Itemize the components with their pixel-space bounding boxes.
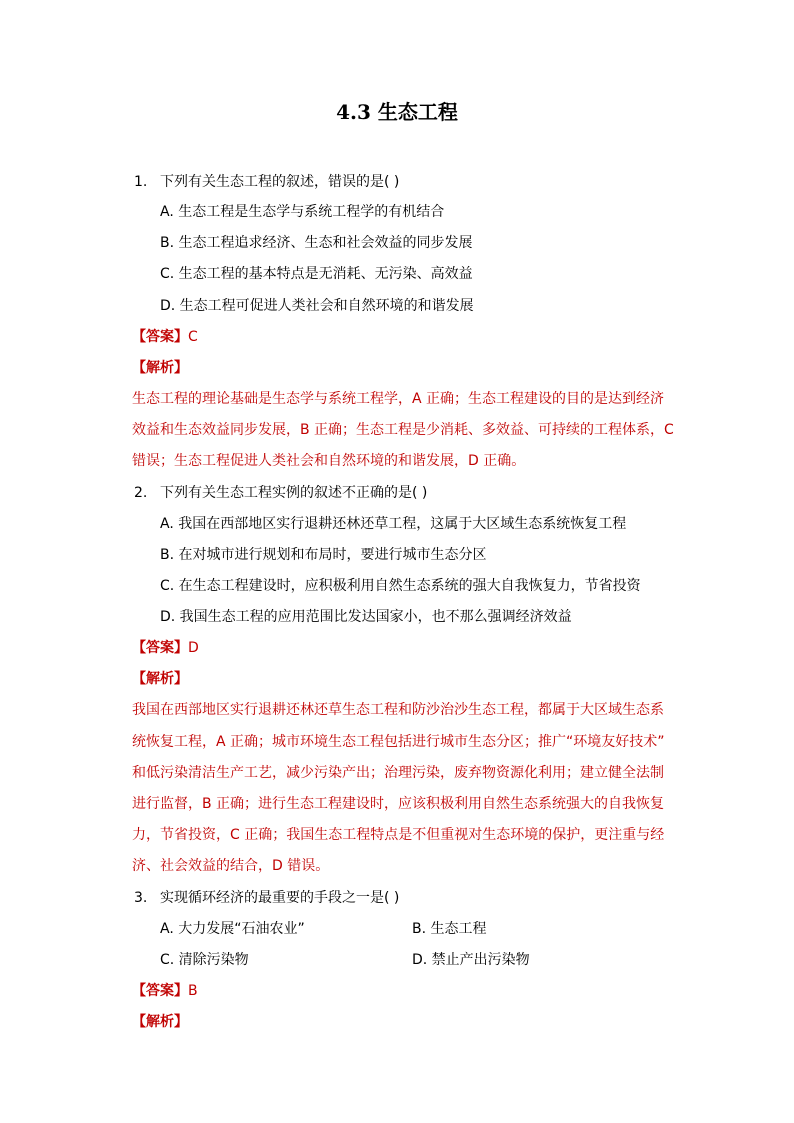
q2-analysis-line-6: 济、社会效益的结合，D 错误。 xyxy=(132,858,330,874)
q1-option-c: C. 生态工程的基本特点是无消耗、无污染、高效益 xyxy=(160,266,473,282)
q3-number: 3. xyxy=(134,890,148,906)
q3-option-b: B. 生态工程 xyxy=(412,921,487,937)
q2-option-a: A. 我国在西部地区实行退耕还林还草工程，这属于大区域生态系统恢复工程 xyxy=(160,516,627,532)
q3-stem: 实现循环经济的最重要的手段之一是( ) xyxy=(160,890,400,906)
q1-answer-label: 【答案】 xyxy=(132,329,188,345)
q3-answer xyxy=(132,981,198,1001)
q1-option-b: B. 生态工程追求经济、生态和社会效益的同步发展 xyxy=(160,235,473,251)
q2-answer-value: D xyxy=(188,640,199,656)
q2-analysis-line-4: 进行监督，B 正确；进行生态工程建设时，应该积极利用自然生态系统强大的自我恢复 xyxy=(132,796,665,812)
q2-option-b: B. 在对城市进行规划和布局时，要进行城市生态分区 xyxy=(160,547,487,563)
q3-answer-value: B xyxy=(188,983,198,999)
q1-option-d: D. 生态工程可促进人类社会和自然环境的和谐发展 xyxy=(160,298,474,314)
q1-analysis-line-1: 生态工程的理论基础是生态学与系统工程学，A 正确；生态工程建设的目的是达到经济 xyxy=(132,391,665,407)
q2-option-c: C. 在生态工程建设时，应积极利用自然生态系统的强大自我恢复力，节省投资 xyxy=(160,578,641,594)
q3-option-d: D. 禁止产出污染物 xyxy=(412,952,530,968)
q2-analysis-line-1: 我国在西部地区实行退耕还林还草生态工程和防沙治沙生态工程，都属于大区域生态系 xyxy=(132,702,664,718)
q1-analysis-line-2: 效益和生态效益同步发展，B 正确；生态工程是少消耗、多效益、可持续的工程体系，C xyxy=(132,422,674,438)
page-title: 4.3 生态工程 xyxy=(336,100,458,124)
q1-analysis-label: 【解析】 xyxy=(132,360,188,376)
q2-option-d: D. 我国生态工程的应用范围比发达国家小，也不那么强调经济效益 xyxy=(160,609,572,625)
q3-answer-label: 【答案】 xyxy=(132,983,188,999)
q1-answer xyxy=(132,327,198,347)
q3-option-c: C. 清除污染物 xyxy=(160,952,249,968)
q2-number: 2. xyxy=(134,485,148,501)
q2-analysis-line-5: 力，节省投资，C 正确；我国生态工程特点是不但重视对生态环境的保护，更注重与经 xyxy=(132,827,665,843)
q2-analysis-line-2: 统恢复工程，A 正确；城市环境生态工程包括进行城市生态分区；推广“环境友好技术” xyxy=(132,734,665,750)
q2-analysis-label: 【解析】 xyxy=(132,671,188,687)
q3-analysis-label: 【解析】 xyxy=(132,1014,188,1030)
q2-stem: 下列有关生态工程实例的叙述不正确的是( ) xyxy=(160,485,428,501)
q1-option-a: A. 生态工程是生态学与系统工程学的有机结合 xyxy=(160,204,445,220)
q1-answer-value: C xyxy=(188,329,198,345)
q2-answer-label: 【答案】 xyxy=(132,640,188,656)
q1-stem: 下列有关生态工程的叙述，错误的是( ) xyxy=(160,174,400,190)
q3-option-a: A. 大力发展“石油农业” xyxy=(160,921,305,937)
q2-analysis-line-3: 和低污染清洁生产工艺，减少污染产出；治理污染，废弃物资源化利用；建立健全法制 xyxy=(132,765,664,781)
q1-number: 1. xyxy=(134,174,148,190)
q2-answer xyxy=(132,638,199,658)
q1-analysis-line-3: 错误；生态工程促进人类社会和自然环境的和谐发展，D 正确。 xyxy=(132,453,526,469)
